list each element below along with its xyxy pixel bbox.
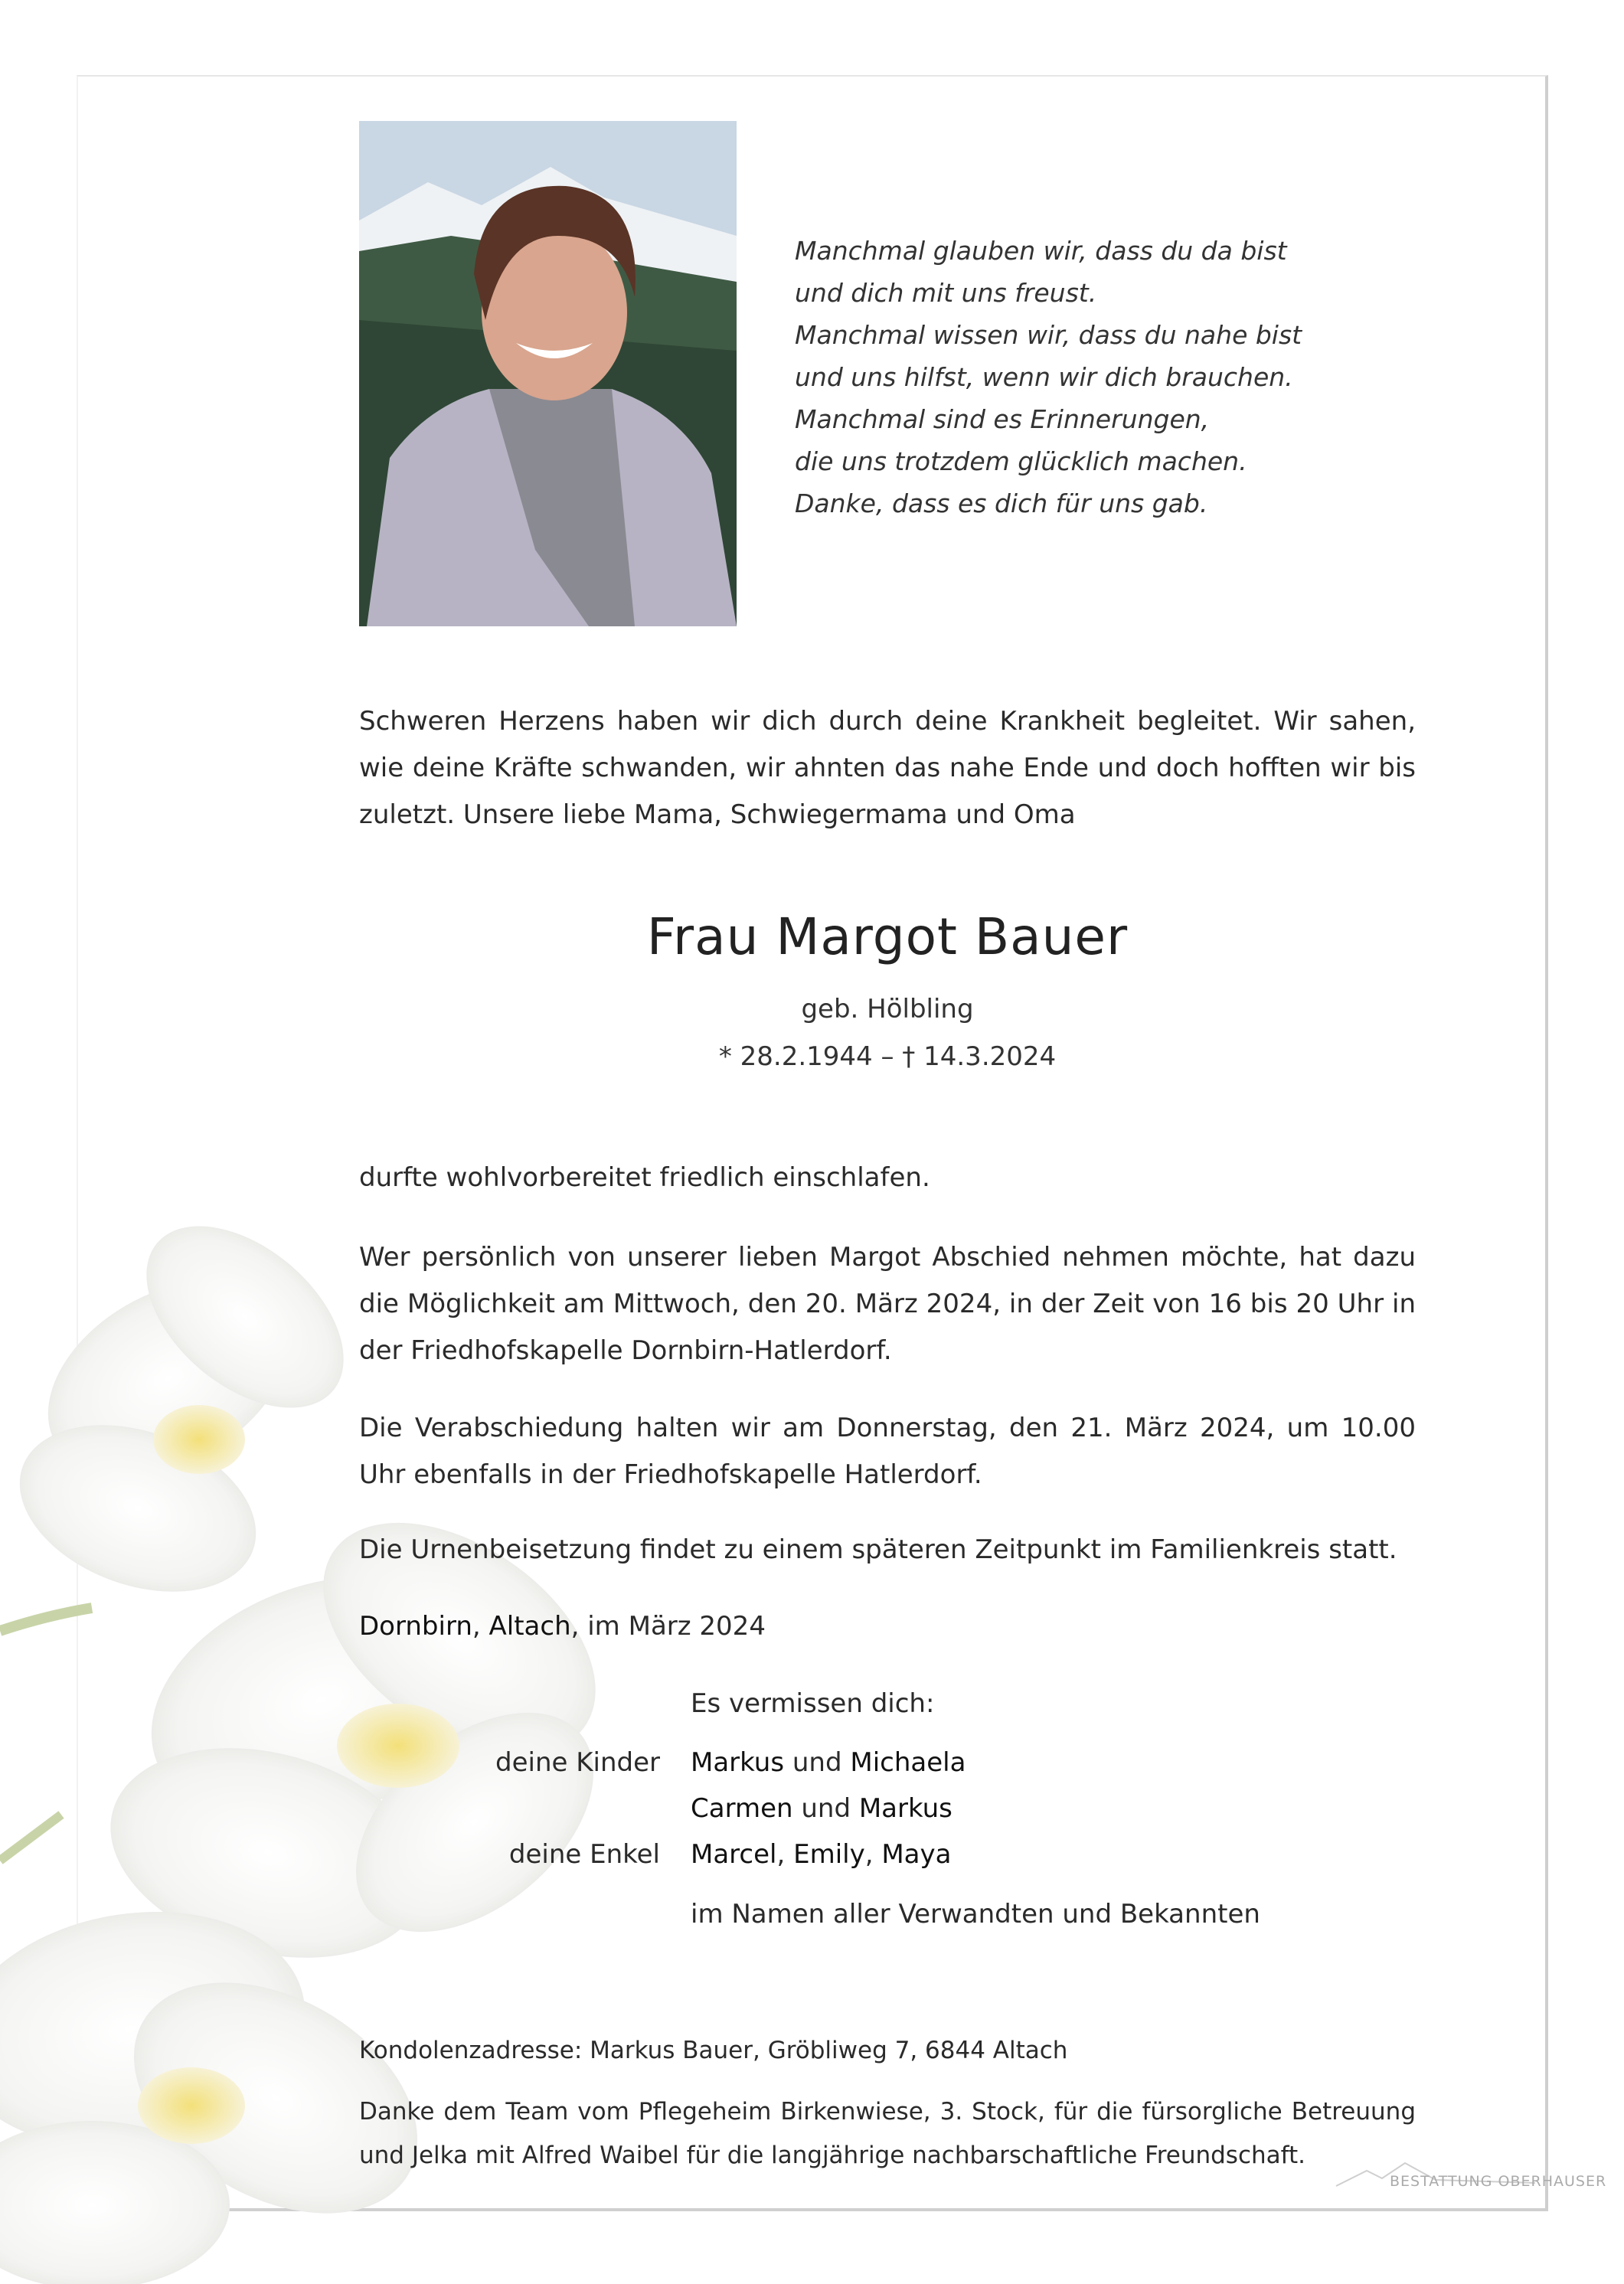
child-partner-name: Michaela xyxy=(850,1747,966,1778)
children-label: deine Kinder xyxy=(495,1747,660,1778)
passed-text: durfte wohlvorbereitet friedlich einschlafen. xyxy=(359,1162,930,1193)
date-text: , im März 2024 xyxy=(570,1611,766,1642)
urn-paragraph: Die Urnenbeisetzung findet zu einem späteren Zeitpunkt im Familienkreis statt. xyxy=(359,1534,1397,1565)
mourners-closing: im Namen aller Verwandten und Bekannten xyxy=(691,1899,1260,1929)
grandchildren-names xyxy=(691,1839,951,1870)
farewell-paragraph: Wer persönlich von unserer lieben Margot Abschied nehmen möchte, hat dazu die Möglichkeit am Mittwoch, den 20. März 2024, in der Zeit von 16 bis 20 Uhr in der Friedhofskapelle Dornbirn-Hatlerdorf. xyxy=(359,1242,1416,1366)
condolence-address: Kondolenzadresse: Markus Bauer, Gröbliweg 7, 6844 Altach xyxy=(359,2037,1068,2064)
logo-text: BESTATTUNG OBERHAUSER xyxy=(1390,2173,1607,2190)
poem-line: und dich mit uns freust. xyxy=(795,278,1097,308)
poem xyxy=(795,230,1331,524)
portrait-photo xyxy=(359,121,737,626)
children-line-1 xyxy=(691,1747,966,1778)
child-partner-name: Markus xyxy=(858,1793,953,1824)
comma: , xyxy=(776,1839,794,1870)
children-line-2 xyxy=(691,1793,953,1824)
and-text: und xyxy=(784,1747,851,1778)
grandchild-name: Emily xyxy=(793,1839,865,1870)
place-separator: , xyxy=(472,1611,489,1642)
deceased-name: Frau Margot Bauer xyxy=(646,907,1129,966)
place-altach: Altach xyxy=(489,1611,571,1642)
child-name: Carmen xyxy=(691,1793,793,1824)
poem-line: die uns trotzdem glücklich machen. xyxy=(795,446,1247,476)
child-name: Markus xyxy=(691,1747,785,1778)
poem-line: und uns hilfst, wenn wir dich brauchen. xyxy=(795,362,1293,392)
comma: , xyxy=(864,1839,882,1870)
place-date xyxy=(359,1603,1416,1650)
ceremony-paragraph: Die Verabschiedung halten wir am Donnerstag, den 21. März 2024, um 10.00 Uhr ebenfalls in der Friedhofskapelle Hatlerdorf. xyxy=(359,1413,1416,1490)
grandchild-name: Maya xyxy=(881,1839,952,1870)
and-text: und xyxy=(792,1793,859,1824)
thanks-paragraph: Danke dem Team vom Pflegeheim Birkenwiese, 3. Stock, für die fürsorgliche Betreuung und Jelka mit Alfred Waibel für die langjährige nachbarschaftliche Freundschaft. xyxy=(359,2098,1416,2169)
grandchildren-label: deine Enkel xyxy=(508,1839,660,1870)
poem-line: Danke, dass es dich für uns gab. xyxy=(795,488,1208,518)
life-dates: * 28.2.1944 – † 14.3.2024 xyxy=(718,1041,1057,1072)
grandchild-name: Marcel xyxy=(691,1839,777,1870)
birth-name: geb. Hölbling xyxy=(801,994,974,1024)
intro-paragraph: Schweren Herzens haben wir dich durch deine Krankheit begleitet. Wir sahen, wie deine Kräfte schwanden, wir ahnten das nahe Ende und doch hofften wir bis zuletzt. Unsere liebe Mama, Schwiegermama und Oma xyxy=(359,706,1416,830)
place-dornbirn: Dornbirn xyxy=(359,1611,472,1642)
mourners-heading: Es vermissen dich: xyxy=(691,1688,935,1719)
poem-line: Manchmal sind es Erinnerungen, xyxy=(795,404,1210,434)
poem-line: Manchmal wissen wir, dass du nahe bist xyxy=(795,320,1302,350)
poem-line: Manchmal glauben wir, dass du da bist xyxy=(795,236,1287,266)
